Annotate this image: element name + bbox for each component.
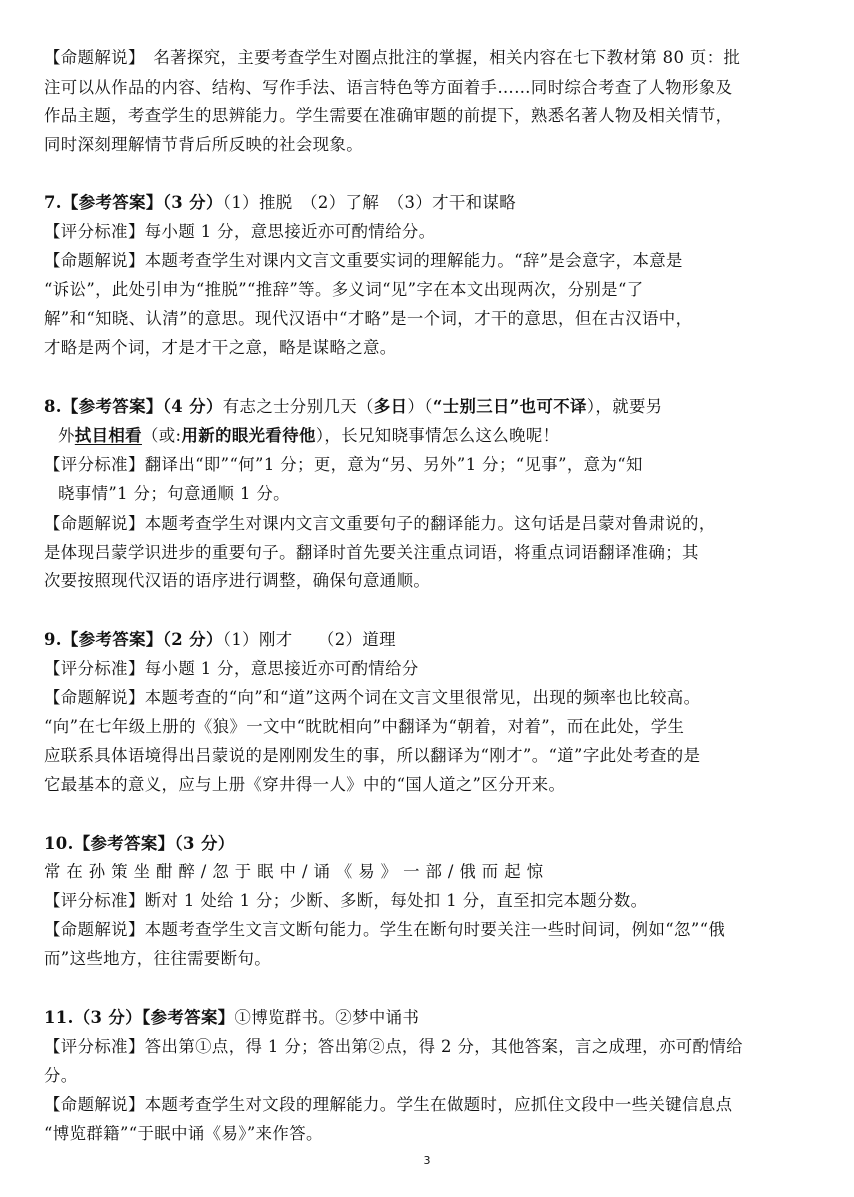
q7-analysis-line	[44, 247, 814, 275]
q11-analysis-line	[44, 1091, 814, 1119]
q8-analysis-line	[44, 567, 814, 595]
text-segment: 而”这些地方，往往需要断句。	[44, 949, 272, 968]
q8-analysis-line	[44, 539, 814, 567]
text-segment: ①博览群书。②梦中诵书	[234, 1008, 420, 1027]
q11-criteria-line	[44, 1033, 814, 1061]
text-segment: ），就要另	[586, 397, 663, 416]
q9-analysis-line	[44, 771, 814, 799]
q9-criteria-line	[44, 655, 814, 683]
text-segment: 它最基本的意义，应与上册《穿井得一人》中的“国人道之”区分开来。	[44, 775, 566, 794]
text-bold: “士别三日”也可不译	[432, 397, 587, 416]
q7-answer-line	[44, 189, 814, 217]
q8-answer-line	[58, 422, 828, 450]
text-segment: 【评分标准】每小题 1 分，意思接近亦可酌情给分。	[44, 222, 436, 241]
section-block-line	[44, 102, 814, 130]
q9-answer-line	[44, 626, 814, 654]
q9-heading: 9.【参考答案】（2 分）	[44, 630, 223, 649]
q10-answer-line	[44, 858, 814, 886]
section-block-line	[44, 74, 814, 102]
q7-heading: 7.【参考答案】（3 分）	[44, 193, 223, 212]
text-segment: 晓事情”1 分；句意通顺 1 分。	[58, 484, 290, 503]
q11-heading: 11.（3 分）【参考答案】	[44, 1008, 235, 1027]
text-segment: 解”和“知晓、认清”的意思。现代汉语中“才略”是一个词，才干的意思，但在古汉语中，	[44, 309, 693, 328]
text-segment: 有志之士分别几天（	[222, 397, 374, 416]
text-segment: 【命题解说】本题考查学生文言文断句能力。学生在断句时要关注一些时间词，例如“忽”“俄	[44, 920, 726, 939]
q7-answer-text: （1）推脱 （2）了解 （3）才干和谋略	[222, 193, 517, 212]
q10-heading: 10.【参考答案】（3 分）	[44, 834, 235, 853]
text-bold: 多日	[373, 397, 408, 416]
text-segment: 【评分标准】翻译出“即”“何”1 分；更，意为“另、另外”1 分；“见事”，意为“知	[44, 455, 643, 474]
text-segment: 【命题解说】本题考查学生对文段的理解能力。学生在做题时，应抓住文段中一些关键信息点	[44, 1095, 733, 1114]
text-segment: 【评分标准】答出第①点，得 1 分；答出第②点，得 2 分，其他答案，言之成理，亦可酌情给	[44, 1037, 743, 1056]
text-segment: 同时深刻理解情节背后所反映的社会现象。	[44, 135, 364, 154]
text-segment: 【评分标准】每小题 1 分，意思接近亦可酌情给分	[44, 659, 419, 678]
text-segment: “诉讼”，此处引申为“推脱”“推辞”等。多义词“见”字在本文出现两次，分别是“了	[44, 280, 644, 299]
text-segment: 【评分标准】断对 1 处给 1 分；少断、多断，每处扣 1 分，直至扣完本题分数。	[44, 891, 648, 910]
q7-criteria-line	[44, 218, 814, 246]
text-segment: （1）刚才 （2）道理	[222, 630, 396, 649]
text-segment: 才略是两个词，才是才干之意，略是谋略之意。	[44, 338, 397, 357]
q7-analysis-line	[44, 276, 814, 304]
q10-criteria-line	[44, 887, 814, 915]
text-segment: （或:	[141, 426, 182, 445]
text-segment: 常 在 孙 策 坐 酣 醉 / 忽 于 眠 中 / 诵 《 易 》 一 部 / 俄 而 起 惊	[44, 862, 544, 881]
q10-heading-line	[44, 830, 814, 858]
text-segment: “向”在七年级上册的《狼》一文中“眈眈相向”中翻译为“朝着，对着”，而在此处，学生	[44, 717, 685, 736]
q7-analysis-line	[44, 334, 814, 362]
text-segment: ），长兄知晓事情怎么这么晚呢！	[315, 426, 560, 445]
q8-criteria-line	[44, 451, 814, 479]
q10-analysis-line	[44, 945, 814, 973]
q10-analysis-line	[44, 916, 814, 944]
text-segment: 应联系具体语境得出吕蒙说的是刚刚发生的事，所以翻译为“刚才”。“道”字此处考查的是	[44, 746, 701, 765]
section-block-line	[44, 131, 814, 159]
q11-criteria-line	[44, 1062, 814, 1090]
q8-heading: 8.【参考答案】（4 分）	[44, 397, 223, 416]
q7-analysis-line	[44, 305, 814, 333]
text-segment: “博览群籍”“于眠中诵《易》”来作答。	[44, 1124, 323, 1143]
text-segment: 【命题解说】本题考查学生对课内文言文重要句子的翻译能力。这句话是吕蒙对鲁肃说的，	[44, 514, 716, 533]
text-segment: ）（	[407, 397, 433, 416]
page-number: 3	[423, 1154, 431, 1167]
text-segment: 注可以从作品的内容、结构、写作手法、语言特色等方面着手……同时综合考查了人物形象及	[44, 78, 733, 97]
section-block-line	[44, 44, 814, 72]
q9-analysis-line	[44, 742, 814, 770]
text-bold: 用新的眼光看待他	[181, 426, 316, 445]
text-segment: 是体现吕蒙学识进步的重要句子。翻译时首先要关注重点词语，将重点词语翻译准确；其	[44, 543, 699, 562]
text-segment: 分。	[44, 1066, 78, 1085]
text-segment: 作品主题，考查学生的思辨能力。学生需要在准确审题的前提下，熟悉名著人物及相关情节，	[44, 106, 733, 125]
text-segment: 名著探究，主要考查学生对圈点批注的掌握，相关内容在七下教材第 80 页：批	[136, 48, 741, 67]
text-segment: 【命题解说】本题考查的“向”和“道”这两个词在文言文里很常见，出现的频率也比较高。	[44, 688, 701, 707]
q11-analysis-line	[44, 1120, 814, 1148]
label-analysis: 【命题解说】	[44, 48, 137, 67]
q11-answer-line	[44, 1004, 814, 1032]
q8-criteria-line	[58, 480, 828, 508]
text-segment: 次要按照现代汉语的语序进行调整，确保句意通顺。	[44, 571, 431, 590]
text-segment: 【命题解说】本题考查学生对课内文言文重要实词的理解能力。“辞”是会意字，本意是	[44, 251, 683, 270]
text-bold-underlined: 拭目相看	[74, 426, 142, 445]
q8-analysis-line	[44, 510, 814, 538]
text-segment: 外	[58, 426, 75, 445]
q9-analysis-line	[44, 713, 814, 741]
q9-analysis-line	[44, 684, 814, 712]
q8-answer-line	[44, 393, 814, 421]
